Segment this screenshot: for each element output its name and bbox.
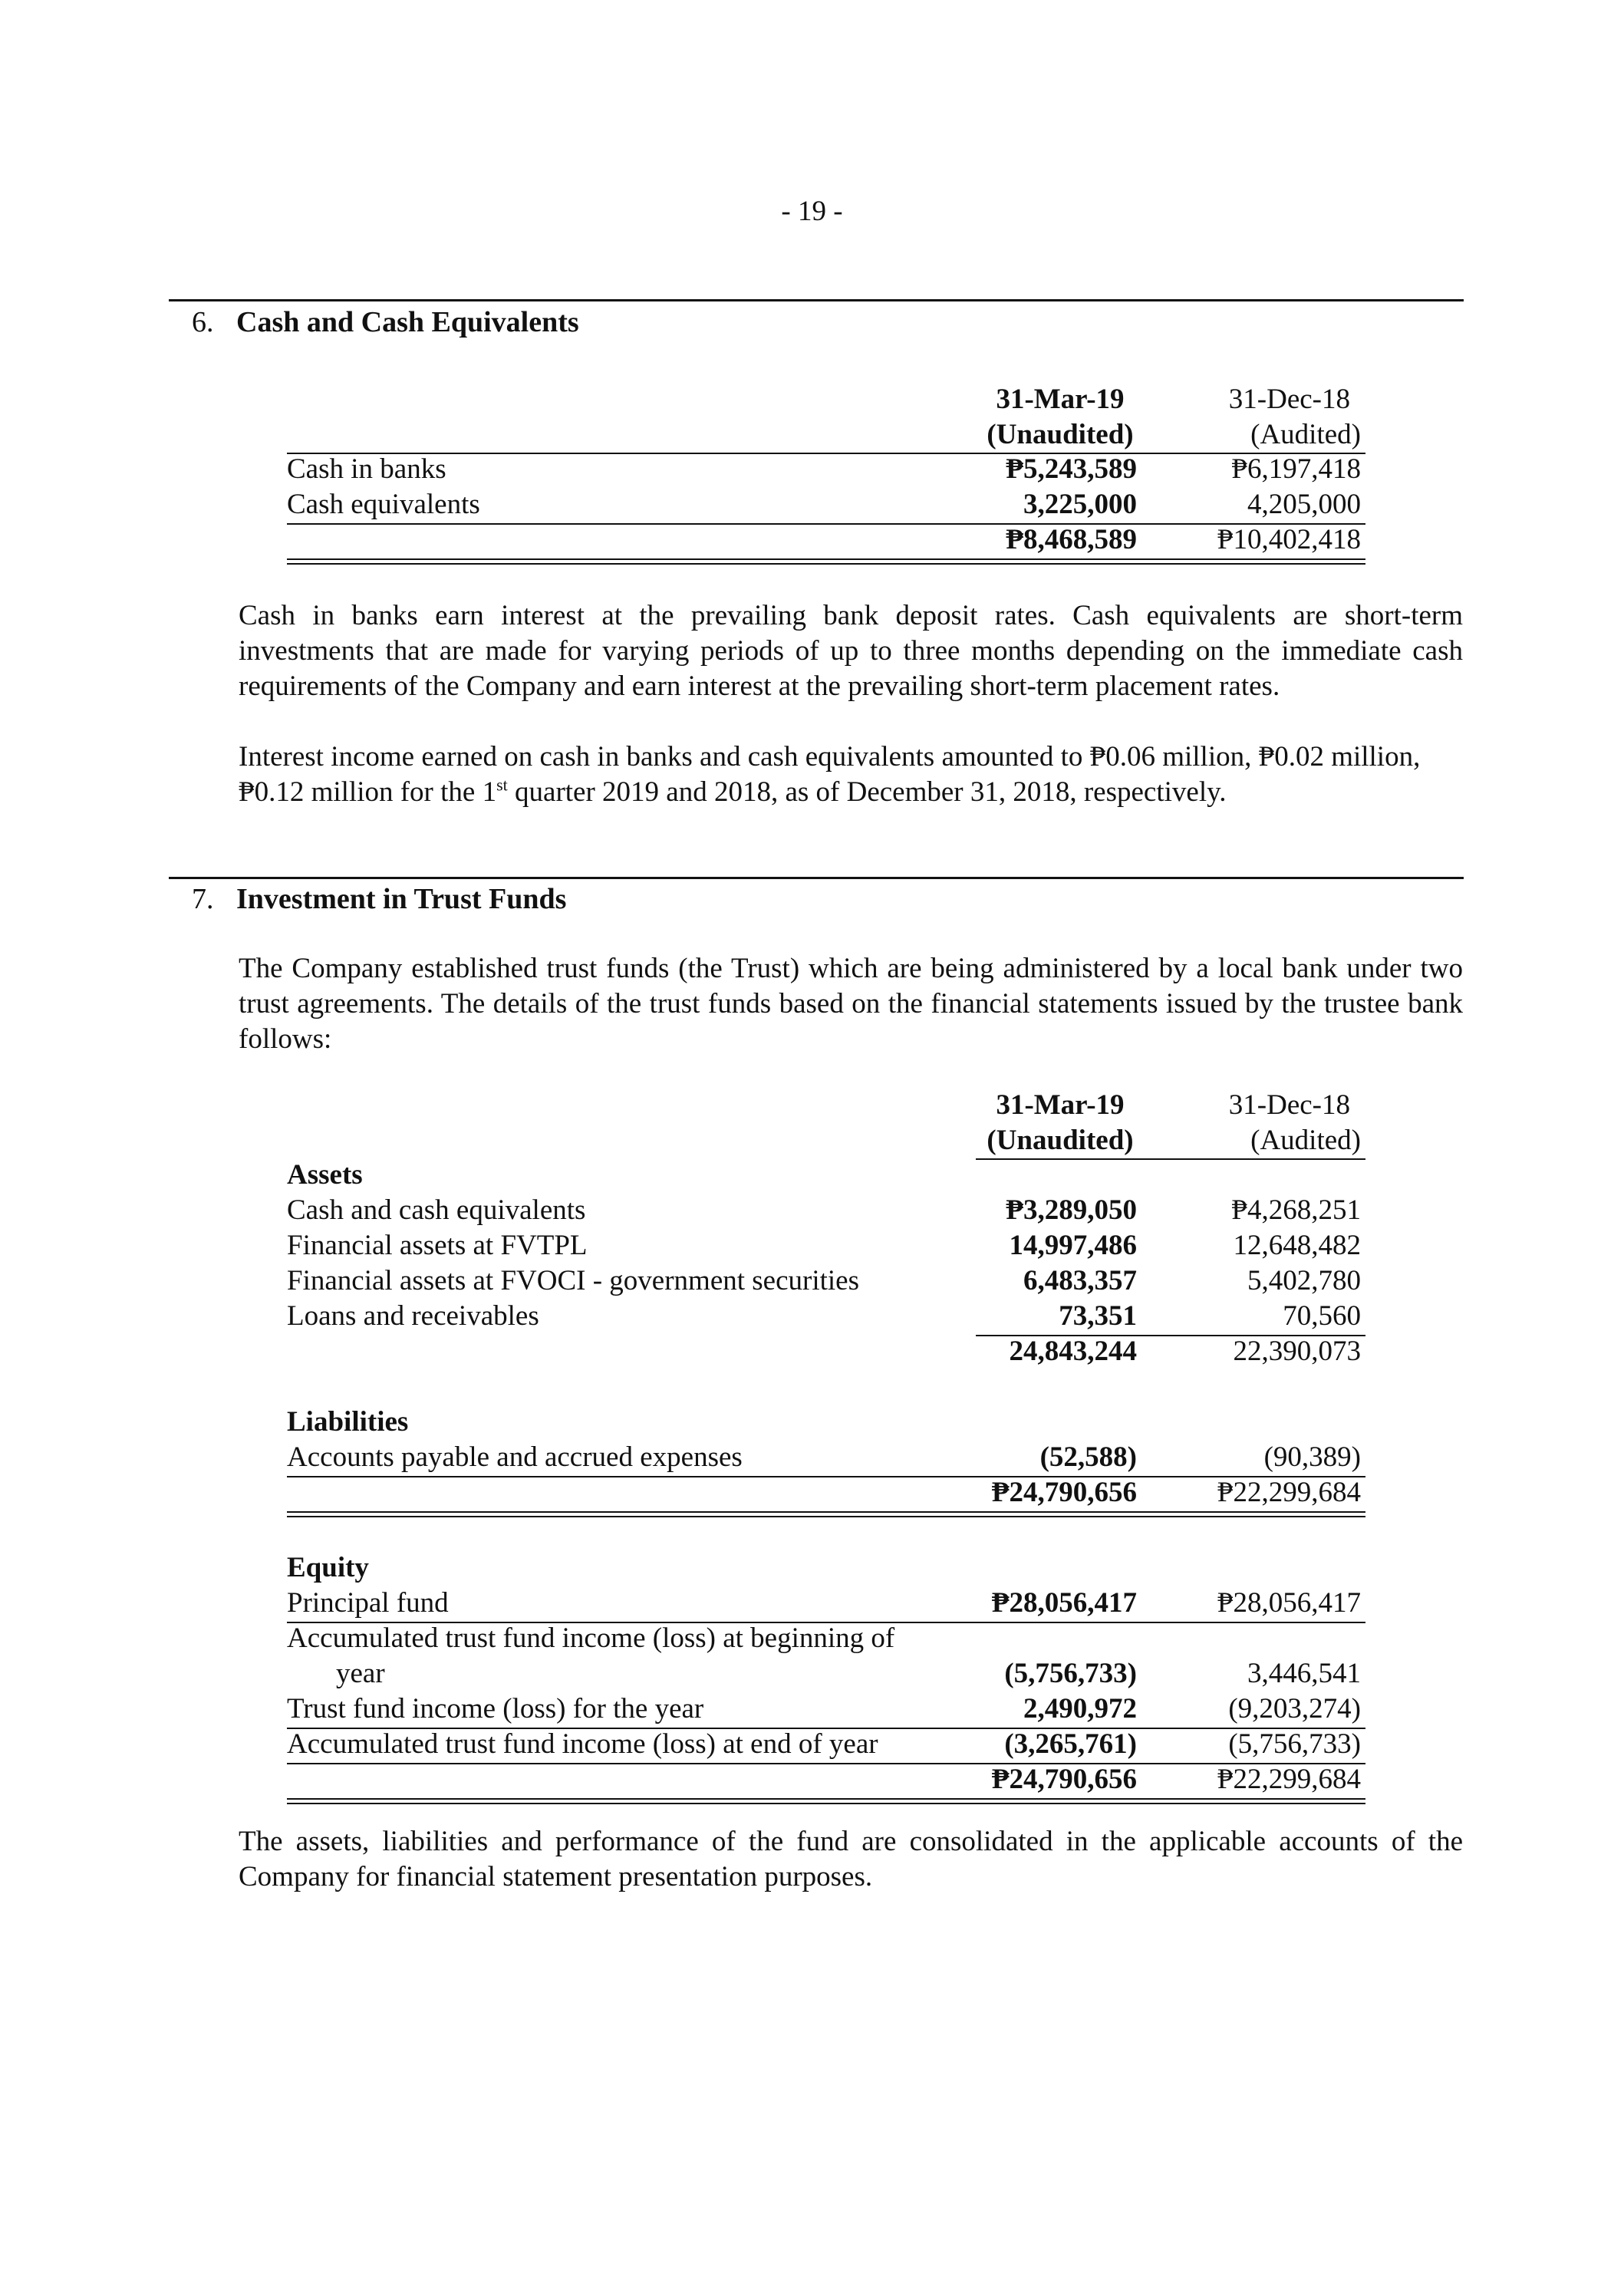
- table-total-row: [287, 523, 1367, 558]
- section-title: Investment in Trust Funds: [236, 883, 567, 915]
- superscript: st: [496, 775, 508, 795]
- total-value-2018: ₱22,299,684: [1217, 1764, 1361, 1795]
- table-row: [287, 1657, 1367, 1692]
- row-label: Principal fund: [287, 1587, 449, 1619]
- section-7-heading: [192, 882, 566, 916]
- assets-heading: Assets: [287, 1159, 363, 1191]
- table-row: [287, 1622, 1367, 1657]
- row-value-2019: ₱5,243,589: [1006, 453, 1137, 485]
- row-value-2018: ₱4,268,251: [1231, 1194, 1361, 1226]
- section-title: Cash and Cash Equivalents: [236, 306, 579, 338]
- total-value-2019: ₱24,790,656: [991, 1764, 1137, 1795]
- paragraph-text: The assets, liabilities and performance of the fund are consolidated in the applicable accounts of the Company for financial statement presentation purposes.: [239, 1826, 1463, 1892]
- row-value-2018: 3,446,541: [1247, 1658, 1361, 1689]
- total-value-2019: ₱8,468,589: [1006, 524, 1137, 555]
- table-row: [287, 1229, 1367, 1264]
- row-label: Accounts payable and accrued expenses: [287, 1441, 743, 1473]
- table-row: [287, 1586, 1367, 1622]
- total-value-2018: ₱10,402,418: [1217, 524, 1361, 555]
- cash-description-paragraph: [239, 598, 1463, 704]
- row-value-2018: (9,203,274): [1228, 1693, 1361, 1724]
- row-label: Financial assets at FVTPL: [287, 1230, 588, 1261]
- row-label: Financial assets at FVOCI - government securities: [287, 1265, 859, 1296]
- row-value-2019: 2,490,972: [1023, 1693, 1137, 1724]
- row-label: Loans and receivables: [287, 1300, 539, 1332]
- paragraph-text: quarter 2019 and 2018, as of December 31, 2018, respectively.: [507, 776, 1227, 808]
- trust-intro-paragraph: [239, 951, 1463, 1057]
- col1-header-status: (Unaudited): [987, 1125, 1134, 1156]
- interest-income-paragraph: [239, 740, 1463, 810]
- row-value-2018: 4,205,000: [1247, 489, 1361, 520]
- page-number: - 19 -: [781, 196, 843, 227]
- row-value-2019: ₱3,289,050: [1006, 1194, 1137, 1226]
- closing-paragraph: [239, 1824, 1463, 1895]
- total-value-2018: ₱22,299,684: [1217, 1477, 1361, 1508]
- total-value-2019: ₱24,790,656: [991, 1477, 1137, 1508]
- row-label: Trust fund income (loss) for the year: [287, 1693, 704, 1724]
- section-divider: [169, 299, 1464, 301]
- row-label: Cash equivalents: [287, 489, 480, 520]
- total-value-2018: 22,390,073: [1233, 1336, 1361, 1367]
- col1-header: [976, 1088, 1145, 1158]
- equity-heading-row: [287, 1551, 1367, 1586]
- double-underline: [287, 558, 1365, 565]
- row-value-2019: (52,588): [1039, 1441, 1137, 1473]
- row-value-2019: 6,483,357: [1023, 1265, 1137, 1296]
- assets-heading-row: [287, 1158, 1367, 1194]
- table-row: [287, 488, 1367, 523]
- section-number: 7.: [192, 883, 214, 915]
- paragraph-text: Interest income earned on cash in banks and cash equivalents amounted to ₱0.06 million, ₱0.02 million, ₱0.12 million for the 1: [239, 741, 1421, 808]
- row-value-2018: 70,560: [1283, 1300, 1361, 1332]
- col2-header-date: 31-Dec-18: [1228, 384, 1350, 415]
- row-value-2019: 14,997,486: [1009, 1230, 1137, 1261]
- col2-header: [1184, 1088, 1361, 1158]
- row-value-2019: ₱28,056,417: [991, 1587, 1137, 1619]
- row-value-2019: 3,225,000: [1023, 489, 1137, 520]
- table-row: [287, 1692, 1367, 1728]
- col2-header: [1184, 382, 1361, 453]
- section-6-heading: [192, 305, 579, 339]
- table-row: [287, 1728, 1367, 1763]
- equity-heading: Equity: [287, 1552, 369, 1583]
- double-underline: [287, 1798, 1365, 1804]
- table-row: [287, 1194, 1367, 1229]
- double-underline: [287, 1511, 1365, 1517]
- col1-header-status: (Unaudited): [987, 419, 1134, 450]
- col1-header-date: 31-Mar-19: [996, 1089, 1125, 1121]
- row-value-2018: 5,402,780: [1247, 1265, 1361, 1296]
- row-value-2018: 12,648,482: [1233, 1230, 1361, 1261]
- col2-header-status: (Audited): [1250, 419, 1361, 450]
- col1-header: [976, 382, 1145, 453]
- table-row: [287, 453, 1367, 488]
- row-value-2019: 73,351: [1059, 1300, 1137, 1332]
- equity-total-row: [287, 1763, 1367, 1798]
- paragraph-text: Cash in banks earn interest at the prevailing bank deposit rates. Cash equivalents are short-term investments that are made for varying periods of up to three months depending on the immediate cash requirements of the Company and earn interest at the prevailing short-term placement rates.: [239, 600, 1463, 702]
- row-value-2018: (90,389): [1263, 1441, 1361, 1473]
- row-value-2019: (3,265,761): [1004, 1728, 1137, 1760]
- col2-header-date: 31-Dec-18: [1228, 1089, 1350, 1121]
- row-label: Accumulated trust fund income (loss) at beginning of: [287, 1622, 895, 1654]
- total-value-2019: 24,843,244: [1009, 1336, 1137, 1367]
- section-divider: [169, 877, 1464, 879]
- col1-header-date: 31-Mar-19: [996, 384, 1125, 415]
- table-row: [287, 1441, 1367, 1476]
- col2-header-status: (Audited): [1250, 1125, 1361, 1156]
- net-total-row: [287, 1476, 1367, 1511]
- row-value-2018: (5,756,733): [1228, 1728, 1361, 1760]
- row-value-2019: (5,756,733): [1004, 1658, 1137, 1689]
- row-label: Accumulated trust fund income (loss) at end of year: [287, 1728, 878, 1760]
- liabilities-heading-row: [287, 1405, 1367, 1441]
- table-row: [287, 1264, 1367, 1300]
- assets-total-row: [287, 1335, 1367, 1370]
- section-number: 6.: [192, 306, 214, 338]
- row-value-2018: ₱6,197,418: [1231, 453, 1361, 485]
- paragraph-text: The Company established trust funds (the Trust) which are being administered by a local bank under two trust agreements. The details of the trust funds based on the financial statements issued by the trustee bank follows:: [239, 953, 1463, 1055]
- row-value-2018: ₱28,056,417: [1217, 1587, 1361, 1619]
- table-row: [287, 1300, 1367, 1335]
- row-label-continued: year: [336, 1658, 385, 1689]
- liabilities-heading: Liabilities: [287, 1406, 409, 1438]
- row-label: Cash and cash equivalents: [287, 1194, 586, 1226]
- row-label: Cash in banks: [287, 453, 446, 485]
